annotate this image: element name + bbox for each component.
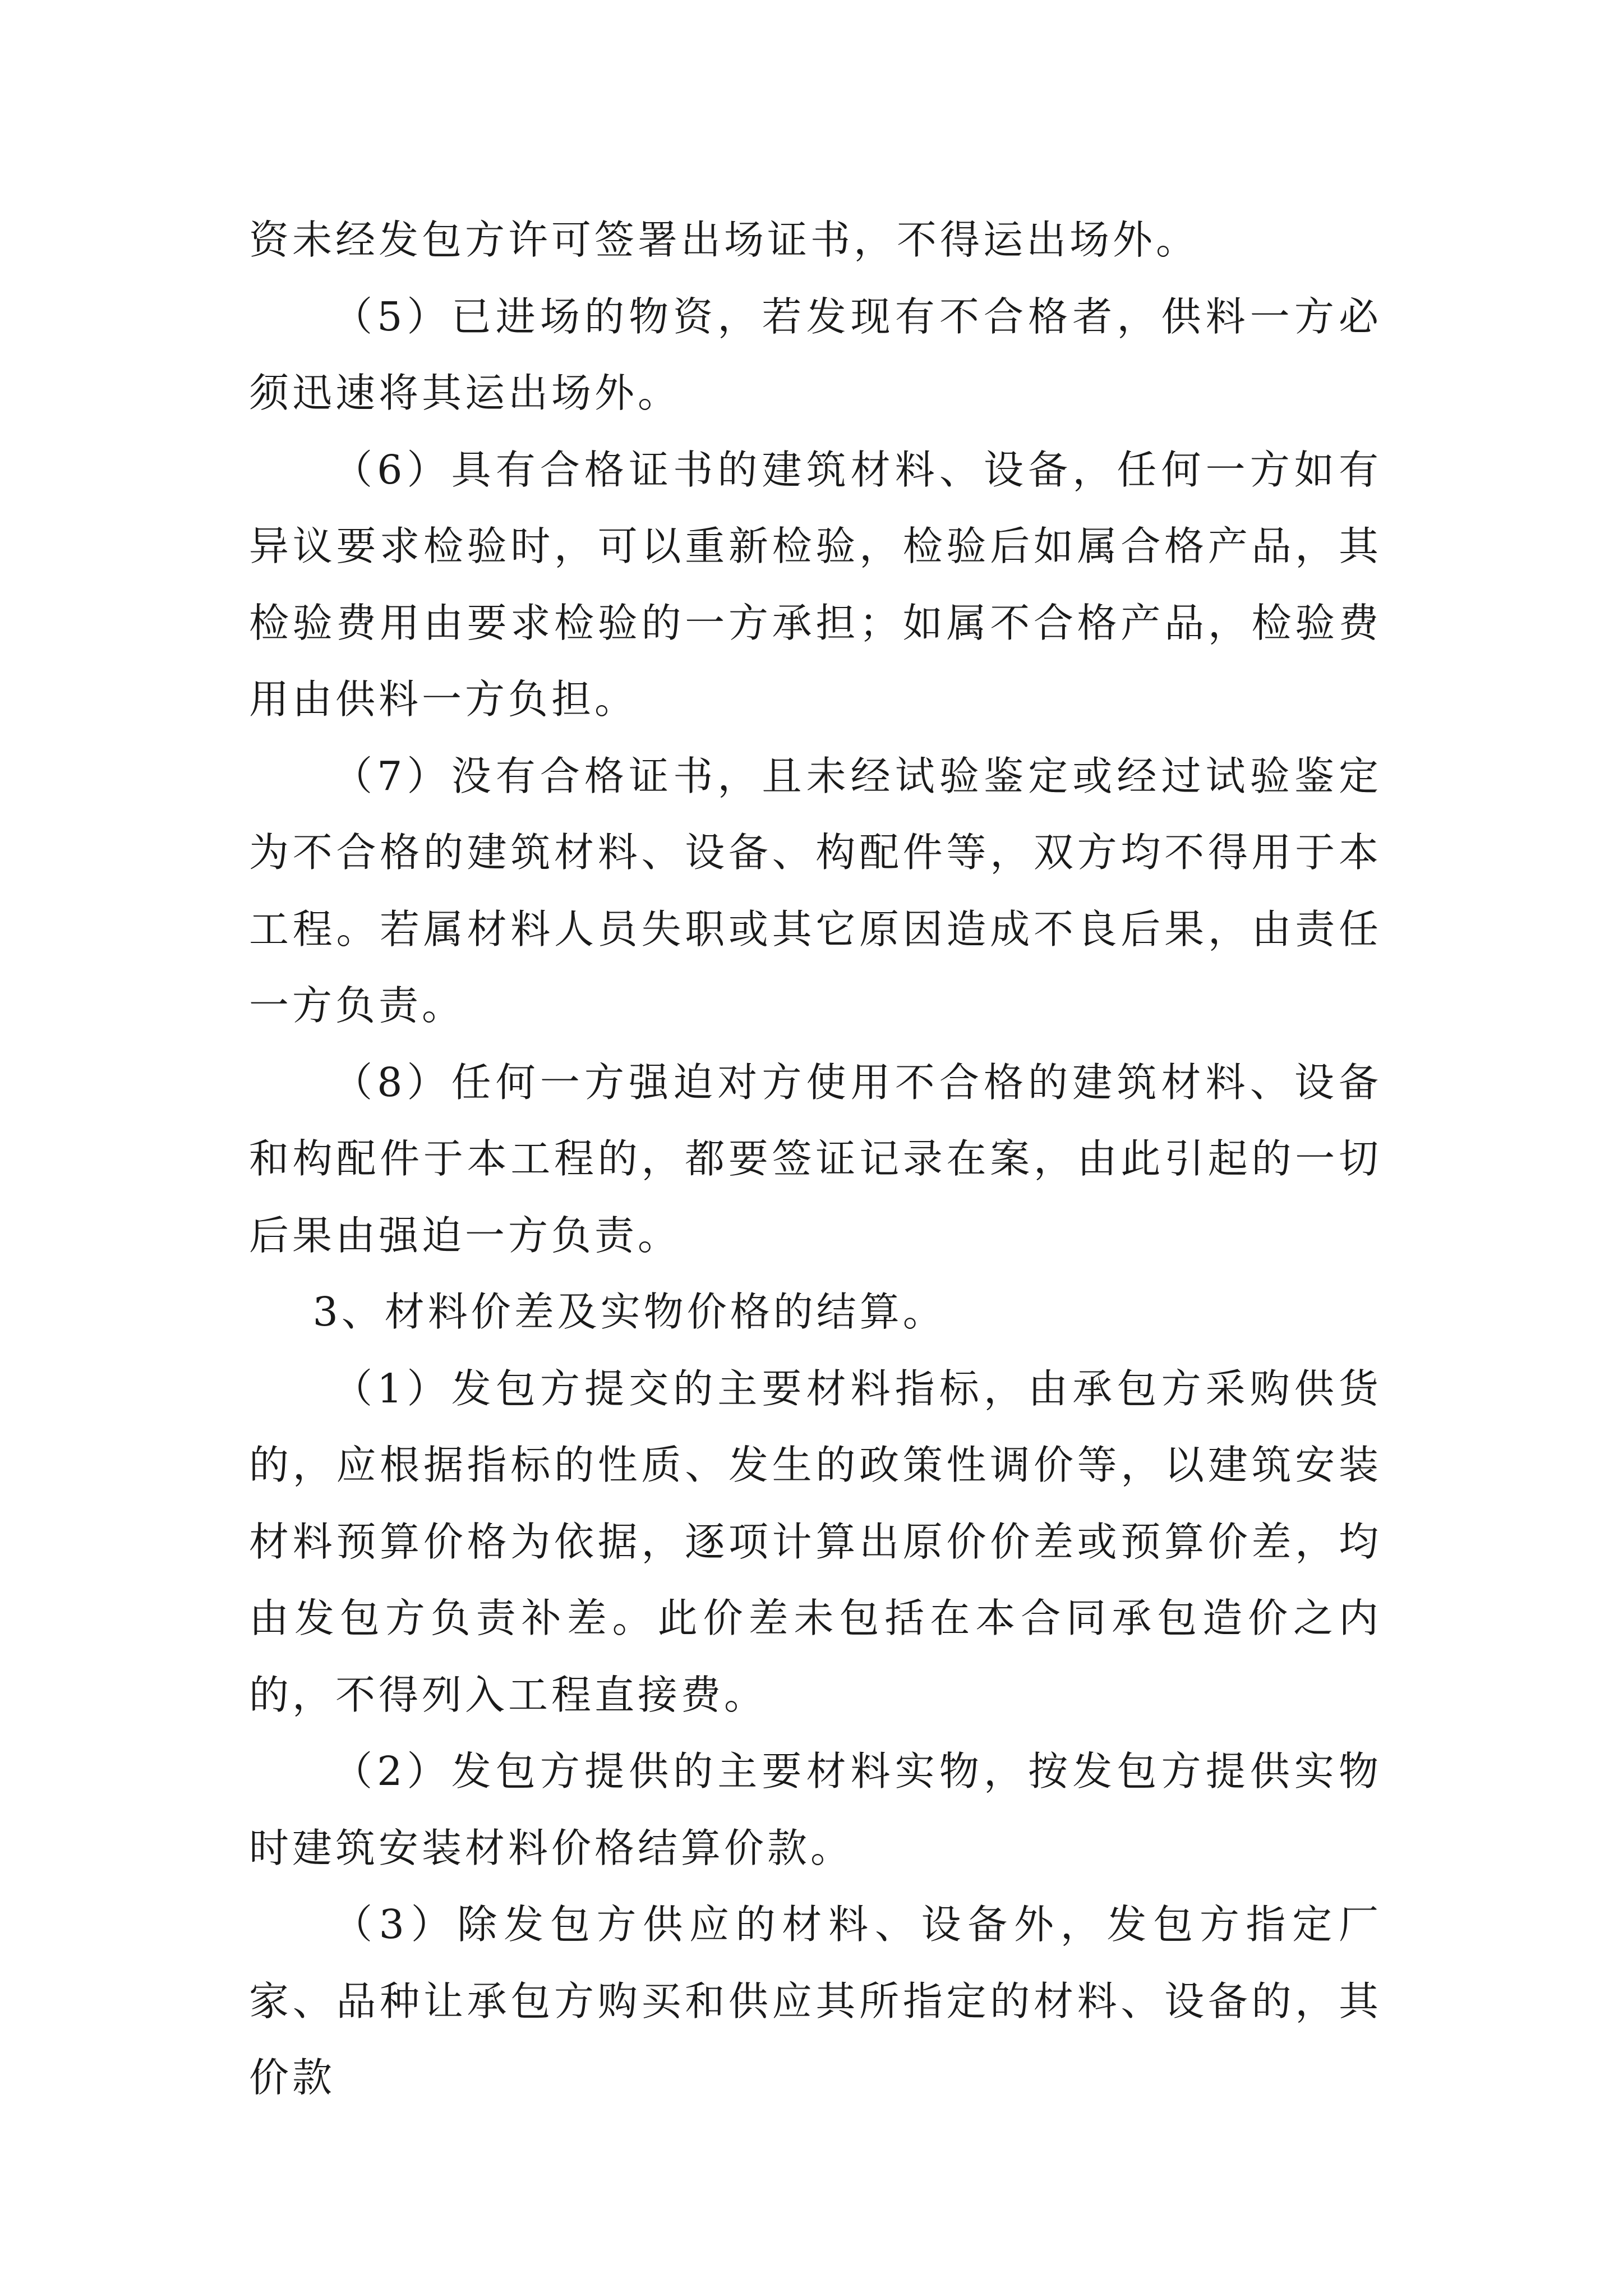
paragraph: （5）已进场的物资，若发现有不合格者，供料一方必须迅速将其运出场外。 (249, 293, 1382, 416)
paragraph: （1）发包方提交的主要材料指标，由承包方采购供货的，应根据指标的性质、发生的政策性调价等，以建筑安装材料预算价格为依据，逐项计算出原价价差或预算价差，均由发包方负责补差。此价差未包括在本合同承包造价之内的，不得列入工程直接费。 (249, 1365, 1382, 1718)
section-heading: 3、材料价差及实物价格的结算。 (312, 1289, 946, 1335)
document-body (249, 202, 1382, 2116)
paragraph: （2）发包方提供的主要材料实物，按发包方提供实物时建筑安装材料价格结算价款。 (249, 1748, 1382, 1871)
paragraph: （3）除发包方供应的材料、设备外，发包方指定厂家、品种让承包方购买和供应其所指定的材料、设备的，其价款 (249, 1901, 1382, 2101)
paragraph: （6）具有合格证书的建筑材料、设备，任何一方如有异议要求检验时，可以重新检验，检验后如属合格产品，其检验费用由要求检验的一方承担；如属不合格产品，检验费用由供料一方负担。 (249, 446, 1382, 723)
paragraph: 资未经发包方许可签署出场证书，不得运出场外。 (249, 217, 1200, 263)
paragraph: （7）没有合格证书，且未经试验鉴定或经过试验鉴定为不合格的建筑材料、设备、构配件等，双方均不得用于本工程。若属材料人员失职或其它原因造成不良后果，由责任一方负责。 (249, 752, 1382, 1029)
paragraph: （8）任何一方强迫对方使用不合格的建筑材料、设备和构配件于本工程的，都要签证记录在案，由此引起的一切后果由强迫一方负责。 (249, 1059, 1382, 1259)
